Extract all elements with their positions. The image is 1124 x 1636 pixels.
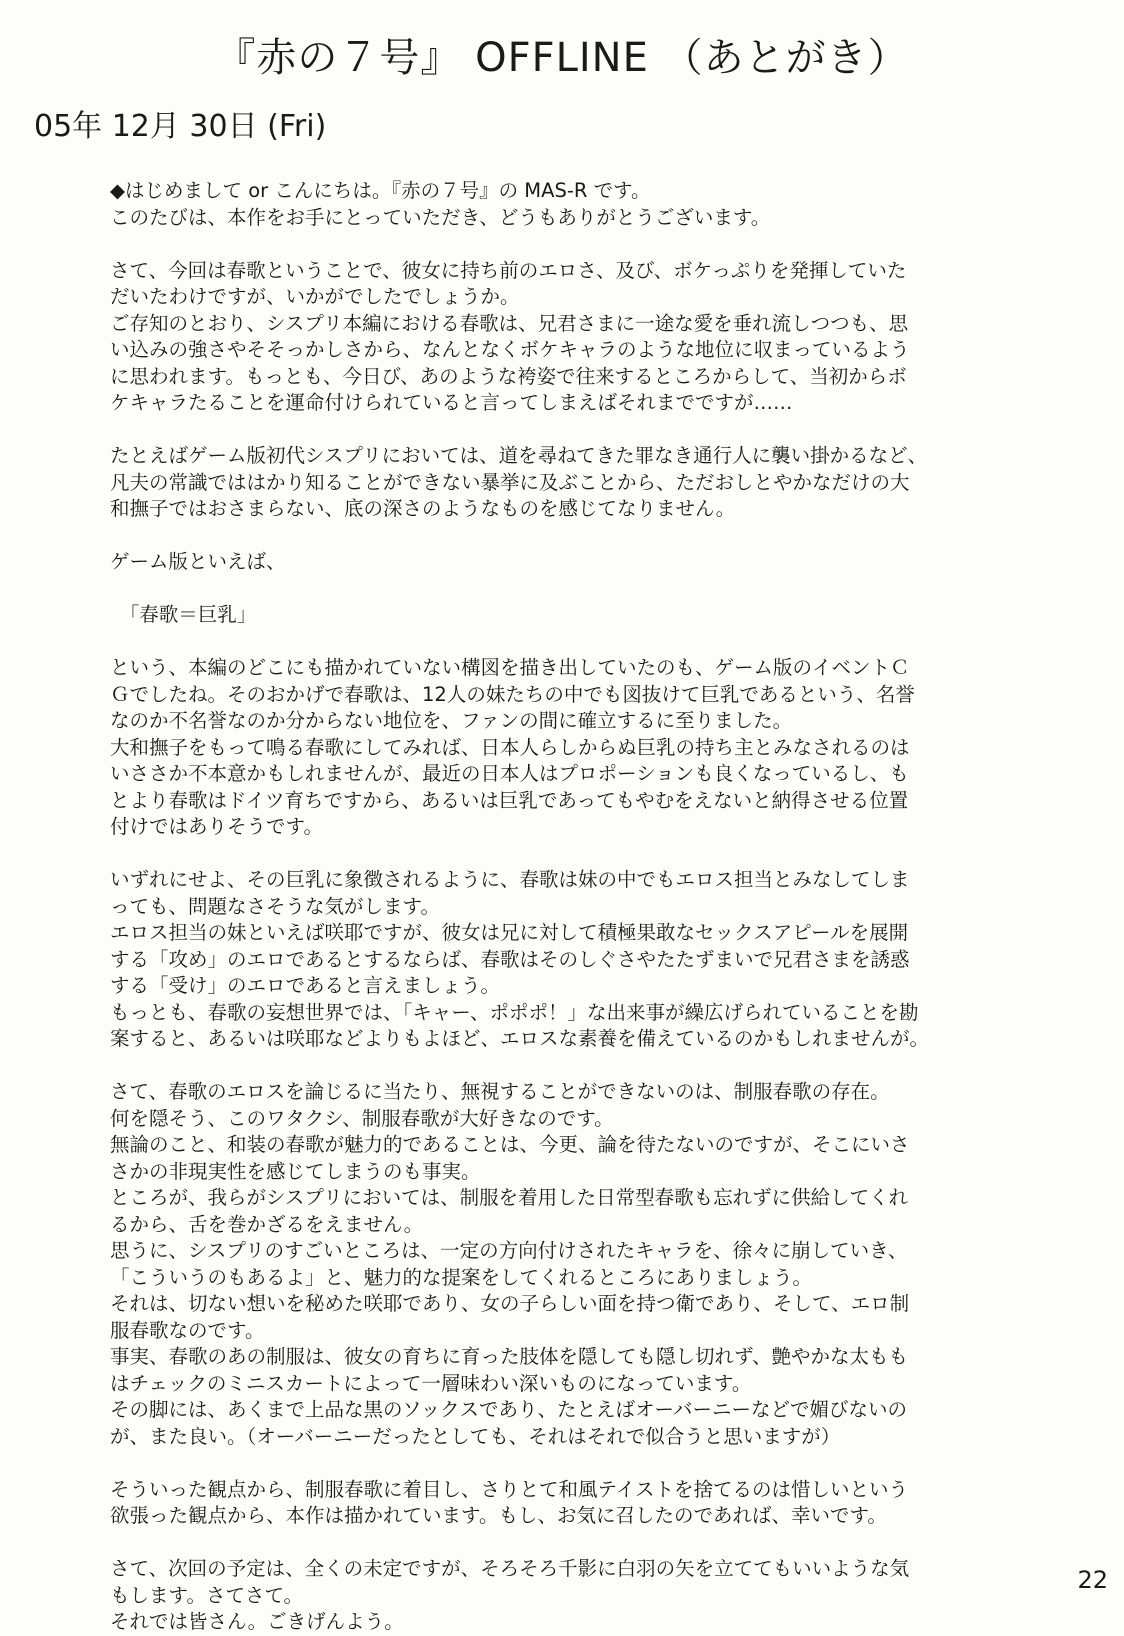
text-line: い込みの強さやそそっかしさから、なんとなくボケキャラのような地位に収まっているよう: [110, 338, 910, 361]
text-line: 事実、春歌のあの制服は、彼女の育ちに育った肢体を隠しても隠し切れず、艶やかな太もも: [110, 1345, 908, 1368]
text-line: 欲張った観点から、本作は描かれています。もし、お気に召したのであれば、幸いです。: [110, 1504, 887, 1527]
text-line: はチェックのミニスカートによって一層味わい深いものになっています。: [110, 1371, 752, 1395]
text-line: さて、春歌のエロスを論じるに当たり、無視することができないのは、制服春歌の存在。: [110, 1080, 890, 1103]
text-line: るから、舌を巻かざるをえません。: [110, 1212, 424, 1236]
afterword-body: [110, 178, 1030, 1636]
blank-line: [110, 1530, 1030, 1557]
blank-line: [110, 629, 1030, 656]
page-title: 『赤の７号』 OFFLINE （あとがき）: [215, 35, 909, 81]
text-line: その脚には、あくまで上品な黒のソックスであり、たとえばオーバーニーなどで媚びないの: [110, 1398, 907, 1421]
text-line: 「春歌＝巨乳」: [110, 603, 257, 626]
text-line: ご存知のとおり、シスプリ本編における春歌は、兄君さまに一途な愛を垂れ流しつつも、思: [110, 311, 909, 335]
text-line: このたびは、本作をお手にとっていただき、どうもありがとうございます。: [110, 205, 771, 229]
text-line: とより春歌はドイツ育ちですから、あるいは巨乳であってもやむをえないと納得させる位置: [110, 788, 909, 812]
blank-line: [110, 417, 1030, 444]
text-line: 案すると、あるいは咲耶などよりもよほど、エロスな素養を備えているのかもしれませんが。: [110, 1027, 930, 1050]
text-line: いささか不本意かもしれませんが、最近の日本人はプロポーションも良くなっているし、も: [110, 762, 909, 785]
text-line: さて、次回の予定は、全くの未定ですが、そろそろ千影に白羽の矢を立ててもいいような気: [110, 1557, 910, 1580]
text-line: という、本編のどこにも描かれていない構図を描き出していたのも、ゲーム版のイベントＣ: [110, 656, 910, 679]
text-line: ケキャラたることを運命付けられていると言ってしまえばそれまでですが……: [110, 391, 793, 414]
text-line: いずれにせよ、その巨乳に象徴されるように、春歌は妹の中でもエロス担当とみなしてしま: [110, 868, 910, 891]
text-line: なのか不名誉なのか分からない地位を、ファンの間に確立するに至りました。: [110, 709, 793, 732]
text-line: が、また良い。（オーバーニーだったとしても、それはそれで似合うと思いますが）: [110, 1424, 841, 1448]
text-line: 何を隠そう、このワタクシ、制服春歌が大好きなのです。: [110, 1106, 614, 1130]
blank-line: [110, 231, 1030, 258]
text-line: エロス担当の妹といえば咲耶ですが、彼女は兄に対して積極果敢なセックスアピールを展開: [110, 921, 909, 944]
text-line: ところが、我らがシスプリにおいては、制服を着用した日常型春歌も忘れずに供給してくれ: [110, 1186, 909, 1209]
text-line: っても、問題なさそうな気がします。: [110, 894, 440, 918]
text-line: さかの非現実性を感じてしまうのも事実。: [110, 1159, 481, 1183]
text-line: もします。さてさて。: [110, 1583, 304, 1607]
text-line: に思われます。もっとも、今日び、あのような袴姿で往来するところからして、当初からボ: [110, 364, 907, 388]
text-line: 思うに、シスプリのすごいところは、一定の方向付けされたキャラを、徐々に崩していき、: [110, 1239, 908, 1262]
text-line: 服春歌なのです。: [110, 1318, 265, 1342]
text-line: さて、今回は春歌ということで、彼女に持ち前のエロさ、及び、ボケっぷりを発揮していた: [110, 258, 907, 282]
text-line: ゲーム版といえば、: [110, 550, 286, 573]
date-heading: 05年 12月 30日 (Fri): [34, 109, 327, 144]
text-line: たとえばゲーム版初代シスプリにおいては、道を尋ねてきた罪なき通行人に襲い掛かるなど、: [110, 444, 928, 467]
text-line: だいたわけですが、いかがでしたでしょうか。: [110, 285, 520, 308]
page-number: 22: [1077, 1566, 1108, 1594]
text-line: それでは皆さん。ごきげんよう。: [110, 1610, 404, 1633]
text-line: ◆はじめまして or こんにちは。『赤の７号』の MAS-R です。: [110, 179, 651, 202]
blank-line: [110, 523, 1030, 550]
text-line: 無論のこと、和装の春歌が魅力的であることは、今更、論を待たないのですが、そこにいさ: [110, 1133, 910, 1156]
text-line: 「こういうのもあるよ」と、魅力的な提案をしてくれるところにありましょう。: [110, 1265, 813, 1289]
blank-line: [110, 841, 1030, 868]
text-line: 付けではありそうです。: [110, 815, 323, 838]
text-line: する「攻め」のエロであるとするならば、春歌はそのしぐさやたたずまいで兄君さまを誘惑: [110, 947, 910, 971]
text-line: 和撫子ではおさまらない、底の深さのようなものを感じてなりません。: [110, 497, 736, 520]
text-line: それは、切ない想いを秘めた咲耶であり、女の子らしい面を持つ衛であり、そして、エロ制: [110, 1292, 910, 1315]
text-line: もっとも、春歌の妄想世界では、「キャー、ポポポ！」な出来事が繰広げられていることを勘: [110, 1000, 919, 1024]
text-line: 凡夫の常識でははかり知ることができない暴挙に及ぶことから、ただおしとやかなだけの大: [110, 470, 910, 494]
text-line: 大和撫子をもって鳴る春歌にしてみれば、日本人らしからぬ巨乳の持ち主とみなされるのは: [110, 735, 910, 759]
text-line: Ｇでしたね。そのおかげで春歌は、12人の妹たちの中でも図抜けて巨乳であるという、名誉: [110, 682, 915, 706]
text-line: する「受け」のエロであると言えましょう。: [110, 974, 501, 997]
blank-line: [110, 576, 1030, 603]
text-line: そういった観点から、制服春歌に着目し、さりとて和風テイストを捨てるのは惜しいという: [110, 1477, 908, 1501]
blank-line: [110, 1450, 1030, 1477]
blank-line: [110, 1053, 1030, 1080]
